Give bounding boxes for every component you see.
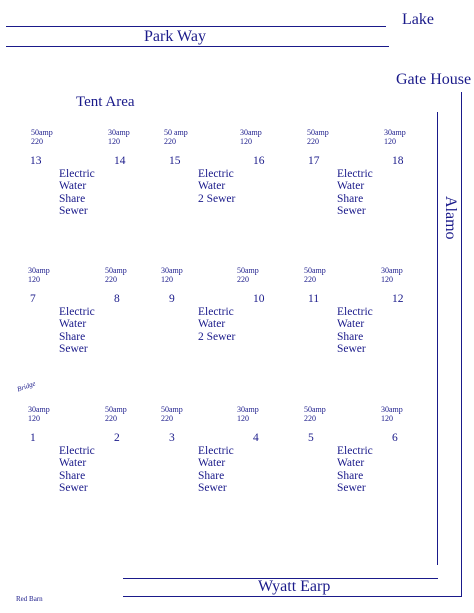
- utility-label: Sewer: [59, 482, 88, 495]
- utility-label: Water: [198, 457, 226, 470]
- site-number: 2: [114, 432, 120, 444]
- utility-label: Water: [337, 180, 365, 193]
- park-way-road-line: [6, 46, 389, 47]
- voltage-rating: 220: [105, 275, 117, 284]
- voltage-rating: 220: [161, 414, 173, 423]
- voltage-rating: 220: [164, 137, 176, 146]
- lake-road-line: [6, 26, 386, 27]
- wyatt-earp-road-line-bottom: [123, 596, 462, 597]
- voltage-rating: 120: [237, 414, 249, 423]
- voltage-rating: 220: [105, 414, 117, 423]
- amp-rating: 50amp: [105, 266, 127, 275]
- site-number: 12: [392, 293, 404, 305]
- amp-rating: 30amp: [381, 266, 403, 275]
- utility-label: Sewer: [59, 343, 88, 356]
- site-number: 15: [169, 155, 181, 167]
- park-way-label: Park Way: [144, 28, 206, 45]
- amp-rating: 50amp: [304, 266, 326, 275]
- utility-label: Electric: [198, 168, 234, 180]
- utility-label: Sewer: [337, 482, 366, 495]
- voltage-rating: 220: [304, 414, 316, 423]
- site-number: 4: [253, 432, 259, 444]
- utility-label: Water: [59, 318, 87, 331]
- voltage-rating: 120: [28, 414, 40, 423]
- voltage-rating: 120: [108, 137, 120, 146]
- voltage-rating: 120: [161, 275, 173, 284]
- utility-label: Share: [59, 469, 86, 482]
- site-number: 8: [114, 293, 120, 305]
- amp-rating: 30amp: [384, 128, 406, 137]
- utility-label: Electric: [198, 445, 234, 457]
- amp-rating: 30amp: [28, 266, 50, 275]
- amp-rating: 50amp: [161, 405, 183, 414]
- site-number: 6: [392, 432, 398, 444]
- alamo-road-line: [437, 112, 438, 565]
- utility-label: Sewer: [337, 205, 366, 218]
- utility-label: Sewer: [337, 343, 366, 356]
- site-number: 16: [253, 155, 265, 167]
- utility-label: Share: [59, 330, 86, 343]
- voltage-rating: 120: [381, 414, 393, 423]
- utility-label: Sewer: [59, 205, 88, 218]
- utility-label: Share: [337, 469, 364, 482]
- site-number: 13: [30, 155, 42, 167]
- utility-label: Water: [337, 318, 365, 331]
- amp-rating: 50amp: [307, 128, 329, 137]
- utility-label: Electric: [337, 168, 373, 180]
- bridge-label: Bridge: [16, 379, 37, 394]
- site-number: 17: [308, 155, 320, 167]
- amp-rating: 30amp: [381, 405, 403, 414]
- alamo-road-line-outer: [461, 92, 462, 597]
- site-number: 14: [114, 155, 126, 167]
- amp-rating: 30amp: [108, 128, 130, 137]
- amp-rating: 50amp: [105, 405, 127, 414]
- utility-label: Electric: [337, 306, 373, 318]
- utility-label: Electric: [198, 306, 234, 318]
- amp-rating: 50amp: [31, 128, 53, 137]
- site-number: 3: [169, 432, 175, 444]
- site-number: 18: [392, 155, 404, 167]
- utility-label: Sewer: [198, 482, 227, 495]
- amp-rating: 50 amp: [164, 128, 188, 137]
- utility-label: Electric: [59, 168, 95, 180]
- amp-rating: 30amp: [237, 405, 259, 414]
- voltage-rating: 120: [384, 137, 396, 146]
- tent-area-label: Tent Area: [76, 94, 135, 110]
- utility-label: Share: [59, 192, 86, 205]
- site-number: 11: [308, 293, 320, 305]
- utility-label: Water: [337, 457, 365, 470]
- site-number: 7: [30, 293, 36, 305]
- alamo-label: Alamo: [442, 196, 459, 240]
- voltage-rating: 220: [237, 275, 249, 284]
- site-number: 5: [308, 432, 314, 444]
- utility-label: Water: [198, 180, 226, 193]
- voltage-rating: 120: [240, 137, 252, 146]
- utility-label: Water: [198, 318, 226, 331]
- utility-label: Electric: [337, 445, 373, 457]
- site-number: 1: [30, 432, 36, 444]
- voltage-rating: 220: [304, 275, 316, 284]
- amp-rating: 30amp: [161, 266, 183, 275]
- voltage-rating: 220: [307, 137, 319, 146]
- utility-label: Water: [59, 457, 87, 470]
- voltage-rating: 120: [381, 275, 393, 284]
- amp-rating: 30amp: [28, 405, 50, 414]
- utility-label: Electric: [59, 445, 95, 457]
- gate-house-label: Gate House: [396, 71, 472, 88]
- utility-label: Share: [337, 192, 364, 205]
- voltage-rating: 120: [28, 275, 40, 284]
- site-number: 9: [169, 293, 175, 305]
- voltage-rating: 220: [31, 137, 43, 146]
- red-barn-label: Red Barn: [16, 595, 43, 603]
- utility-label: Electric: [59, 306, 95, 318]
- utility-label: 2 Sewer: [198, 192, 236, 205]
- utility-label: Share: [337, 330, 364, 343]
- lake-label: Lake: [402, 11, 434, 28]
- utility-label: 2 Sewer: [198, 330, 236, 343]
- amp-rating: 50amp: [237, 266, 259, 275]
- site-number: 10: [253, 293, 265, 305]
- utility-label: Water: [59, 180, 87, 193]
- amp-rating: 30amp: [240, 128, 262, 137]
- wyatt-earp-label: Wyatt Earp: [258, 578, 331, 595]
- amp-rating: 50amp: [304, 405, 326, 414]
- utility-label: Share: [198, 469, 225, 482]
